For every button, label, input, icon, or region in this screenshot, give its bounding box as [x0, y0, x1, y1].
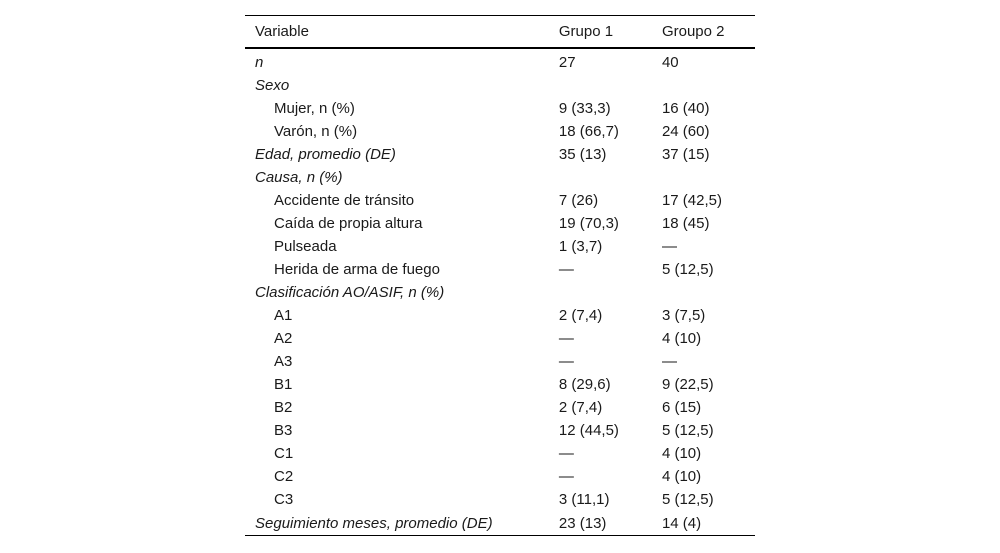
cell-grupo-1: [549, 74, 652, 97]
cell-groupo-2: —: [661, 353, 677, 370]
row-label: Edad, promedio (DE): [255, 146, 396, 163]
table-row: [245, 350, 755, 373]
header-groupo-2: Groupo 2: [652, 16, 755, 49]
cell-grupo-1: —: [558, 330, 574, 347]
cell-groupo-2: —: [661, 238, 677, 255]
cell-grupo-1: 3 (11,1): [558, 491, 610, 508]
cell-grupo-1: —: [558, 261, 574, 278]
row-label: Causa, n (%): [255, 169, 343, 186]
cell-groupo-2: 5 (12,5): [661, 422, 714, 439]
table-row: [245, 304, 755, 327]
cell-groupo-2: 3 (7,5): [661, 307, 706, 324]
table-row: [245, 442, 755, 465]
table-row: [245, 166, 755, 189]
cell-groupo-2: 5 (12,5): [661, 261, 714, 278]
cell-groupo-2: 4 (10): [661, 468, 702, 485]
cell-grupo-1: —: [558, 445, 574, 462]
cell-grupo-1: 2 (7,4): [558, 307, 603, 324]
row-label: n: [255, 54, 264, 71]
row-label: Clasificación AO/ASIF, n (%): [255, 284, 445, 301]
table-row: [245, 488, 755, 511]
table-row: [245, 281, 755, 304]
cell-groupo-2: 37 (15): [661, 146, 710, 163]
cell-grupo-1: 1 (3,7): [558, 238, 603, 255]
cell-groupo-2: 14 (4): [652, 511, 755, 536]
table-row: [245, 74, 755, 97]
row-label: Pulseada: [274, 238, 337, 255]
row-label: Mujer, n (%): [274, 100, 355, 117]
row-label: C3: [274, 491, 294, 508]
cell-grupo-1: 35 (13): [558, 146, 607, 163]
row-label: Sexo: [255, 77, 290, 94]
row-label: A1: [274, 307, 293, 324]
row-label: C2: [274, 468, 294, 485]
table-row: [245, 327, 755, 350]
row-label: Varón, n (%): [274, 123, 358, 140]
header-row: [245, 16, 755, 49]
cell-groupo-2: [652, 281, 755, 304]
row-label: B1: [274, 376, 293, 393]
cell-grupo-1: 8 (29,6): [558, 376, 611, 393]
table-row: [245, 511, 755, 536]
cell-groupo-2: 5 (12,5): [661, 491, 714, 508]
table-row: [245, 235, 755, 258]
table-header: [245, 16, 755, 49]
table-row: [245, 97, 755, 120]
cell-groupo-2: 9 (22,5): [661, 376, 714, 393]
row-label: A3: [274, 353, 293, 370]
table-row: [245, 120, 755, 143]
table-row: [245, 48, 755, 74]
table-row: [245, 189, 755, 212]
cell-groupo-2: [652, 74, 755, 97]
cell-grupo-1: 7 (26): [558, 192, 599, 209]
cell-groupo-2: 18 (45): [661, 215, 710, 232]
cell-groupo-2: 6 (15): [661, 399, 702, 416]
cell-grupo-1: —: [558, 468, 574, 485]
cell-grupo-1: 23 (13): [549, 511, 652, 536]
data-table: [245, 15, 755, 536]
cell-groupo-2: [652, 166, 755, 189]
table-row: [245, 212, 755, 235]
row-label: B3: [274, 422, 293, 439]
cell-groupo-2: 4 (10): [661, 330, 702, 347]
row-label: Herida de arma de fuego: [274, 261, 440, 278]
cell-groupo-2: 24 (60): [661, 123, 710, 140]
cell-grupo-1: 19 (70,3): [558, 215, 619, 232]
cell-grupo-1: 9 (33,3): [558, 100, 611, 117]
row-label: Seguimiento meses, promedio (DE): [245, 511, 549, 536]
cell-groupo-2: 40: [661, 54, 679, 71]
table-row: [245, 373, 755, 396]
row-label: A2: [274, 330, 293, 347]
table-row: [245, 143, 755, 166]
row-label: Caída de propia altura: [274, 215, 423, 232]
header-variable: Variable: [245, 16, 549, 49]
table-row: [245, 419, 755, 442]
cell-grupo-1: [549, 166, 652, 189]
table-row: [245, 465, 755, 488]
cell-grupo-1: —: [558, 353, 574, 370]
cell-grupo-1: 2 (7,4): [558, 399, 603, 416]
table-row: [245, 396, 755, 419]
cell-groupo-2: 17 (42,5): [661, 192, 722, 209]
cell-grupo-1: 27: [558, 54, 576, 71]
cell-groupo-2: 4 (10): [661, 445, 702, 462]
row-label: B2: [274, 399, 293, 416]
cell-grupo-1: 18 (66,7): [558, 123, 619, 140]
cell-grupo-1: [549, 281, 652, 304]
header-grupo-1: Grupo 1: [549, 16, 652, 49]
cell-groupo-2: 16 (40): [661, 100, 710, 117]
row-label: Accidente de tránsito: [274, 192, 415, 209]
table-row: [245, 258, 755, 281]
table-body: [245, 48, 755, 536]
row-label: C1: [274, 445, 294, 462]
cell-grupo-1: 12 (44,5): [558, 422, 619, 439]
